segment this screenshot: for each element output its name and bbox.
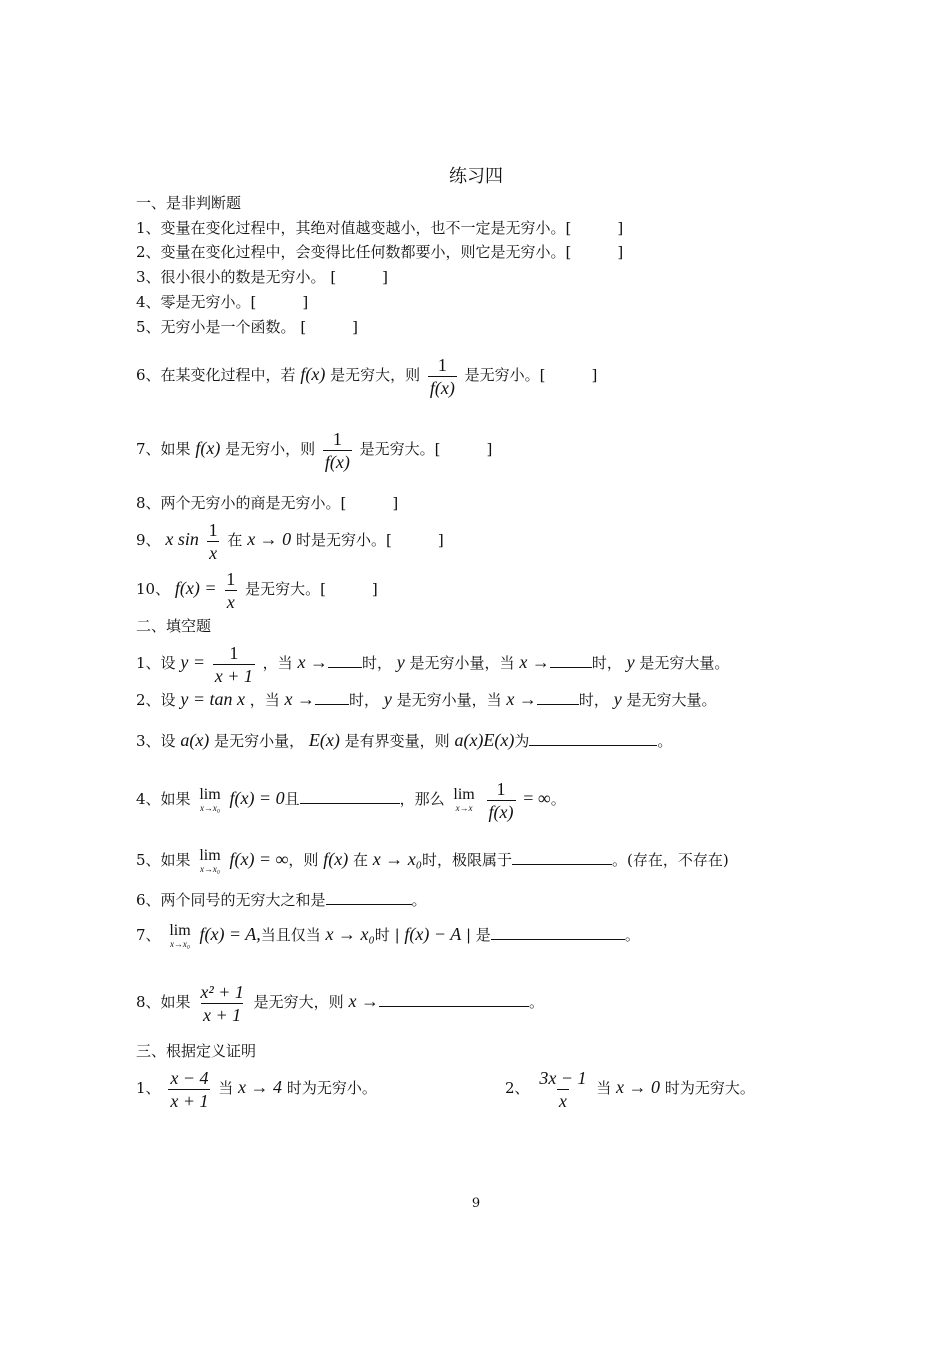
math-xsin: x sin <box>165 529 199 549</box>
question-text: 是无穷大量。 <box>626 691 717 709</box>
question-text: 时为无穷小。 <box>286 1079 377 1097</box>
fill-question-7 <box>136 920 640 949</box>
math-fx-eq-A: f(x) = A, <box>199 924 261 944</box>
answer-blank[interactable] <box>315 690 349 705</box>
page-title: 练习四 <box>449 166 503 187</box>
answer-bracket-close: ] <box>392 494 399 512</box>
judge-question-1 <box>136 218 623 238</box>
question-text: 是无穷小量，当 <box>409 654 515 672</box>
question-text: 是无穷小量， <box>214 732 305 750</box>
fill-question-3 <box>136 728 672 753</box>
answer-blank[interactable] <box>300 789 400 804</box>
question-text: 在 <box>352 851 368 869</box>
question-text: 时， <box>578 691 609 709</box>
math-x-to-x0: x → x₀ <box>325 924 375 944</box>
answer-blank[interactable] <box>379 992 529 1007</box>
question-text: 。 <box>624 926 640 944</box>
question-text: ，当 <box>262 654 293 672</box>
proof-question-2 <box>505 1064 755 1111</box>
fill-question-4 <box>136 775 566 822</box>
fill-question-2 <box>136 687 717 712</box>
answer-blank[interactable] <box>529 731 657 746</box>
question-text: 为 <box>514 732 530 750</box>
math-y-tan: y = tan x <box>180 689 245 709</box>
question-text: 是无穷小，则 <box>225 440 316 458</box>
judge-question-10 <box>136 566 378 612</box>
question-text: ，那么 <box>399 790 445 808</box>
question-text: 。 <box>550 790 566 808</box>
answer-bracket-close: ] <box>617 243 624 261</box>
answer-blank[interactable] <box>328 653 362 668</box>
limit-x-to-x0: lim x→x₀ <box>199 847 221 874</box>
math-eq-inf: = ∞ <box>523 788 551 808</box>
math-x-to-x0: x → x₀ <box>372 849 423 869</box>
question-text: 时， <box>349 691 380 709</box>
fill-question-5 <box>136 846 729 874</box>
limit-x-to-x0: lim x→x₀ <box>169 922 191 949</box>
question-text: 4、如果 <box>136 790 191 808</box>
question-text: 。 <box>657 732 673 750</box>
answer-bracket-close: ] <box>352 318 359 336</box>
question-text: 且 <box>284 790 300 808</box>
section-3-heading: 三、根据定义证明 <box>136 1042 257 1060</box>
question-text: 5、无穷小是一个函数。 [ <box>136 318 307 336</box>
math-fx-minus-A: f(x) − A <box>404 924 462 944</box>
math-x-to-4: x → 4 <box>238 1077 283 1097</box>
math-x-to: x → <box>506 689 537 709</box>
question-text: 3、很小很小的数是无穷小。 [ <box>136 268 337 286</box>
question-text: 1、 <box>136 1079 161 1097</box>
question-text: 2、变量在变化过程中，会变得比任何数都要小，则它是无穷小。[ <box>136 243 572 261</box>
answer-blank[interactable] <box>491 925 625 940</box>
question-text: 时 | <box>374 926 400 944</box>
section-1-heading: 一、是非判断题 <box>136 194 242 212</box>
fraction-xminus4-over-xplus1: $\frac{x - 4}{x + 1}$ <box>170 1067 209 1111</box>
question-text: 。 <box>528 993 544 1011</box>
fraction-1-over-fx: $\frac{1}{f(x)}$ <box>429 354 455 398</box>
question-text: 7、如果 <box>136 440 191 458</box>
answer-blank[interactable] <box>537 690 579 705</box>
fill-question-8 <box>136 978 544 1025</box>
question-text: 当且仅当 <box>260 926 321 944</box>
limit-x-to-x0: lim x→x₀ <box>199 786 221 813</box>
answer-blank[interactable] <box>326 890 412 905</box>
question-text: 2、 <box>505 1079 530 1097</box>
question-text: 是有界变量，则 <box>344 732 450 750</box>
judge-question-9 <box>136 517 444 563</box>
question-text: | 是 <box>465 926 491 944</box>
question-text: 是无穷大，则 <box>253 993 344 1011</box>
math-axEx: a(x)E(x) <box>454 730 515 750</box>
question-text: 5、如果 <box>136 851 191 869</box>
judge-question-7 <box>136 426 492 472</box>
question-text: 6、两个同号的无穷大之和是 <box>136 891 326 909</box>
answer-bracket-close: ] <box>591 366 598 384</box>
math-fx-eq: f(x) = <box>174 578 217 598</box>
math-y: y <box>396 652 405 672</box>
question-text: 7、 <box>136 926 161 944</box>
question-text: 9、 <box>136 531 161 549</box>
answer-blank[interactable] <box>550 653 592 668</box>
math-fx: f(x) <box>323 849 349 869</box>
math-x-to: x → <box>297 652 328 672</box>
question-text: 1、设 <box>136 654 176 672</box>
question-text: 。(存在，不存在) <box>612 851 729 869</box>
judge-question-6 <box>136 352 597 398</box>
judge-question-3 <box>136 267 388 287</box>
answer-bracket-close: ] <box>617 219 624 237</box>
question-text: 6、在某变化过程中，若 <box>136 366 296 384</box>
answer-bracket-close: ] <box>382 268 389 286</box>
math-fx: f(x) <box>195 438 221 458</box>
math-x-to: x → <box>519 652 550 672</box>
fraction-x2plus1-over-xplus1: $\frac{\text{x² + 1}}{x + 1}$ <box>200 981 244 1025</box>
judge-question-5 <box>136 317 358 337</box>
fraction-1-over-fx: $\frac{1}{f(x)}$ <box>488 778 514 822</box>
question-text: 。 <box>411 891 427 909</box>
fill-question-1 <box>136 640 729 686</box>
question-text: 时，极限属于 <box>422 851 513 869</box>
question-text: ，当 <box>249 691 280 709</box>
math-x-to: x → <box>284 689 316 709</box>
fraction-1-over-fx: $\frac{1}{f(x)}$ <box>324 428 350 472</box>
limit-x-to-x: lim x→x <box>453 786 475 813</box>
question-text: 是无穷小量，当 <box>396 691 502 709</box>
section-2-heading: 二、填空题 <box>136 617 212 635</box>
question-text: 在 <box>227 531 243 549</box>
answer-bracket-close: ] <box>371 580 378 598</box>
question-text: 8、如果 <box>136 993 191 1011</box>
proof-question-1 <box>136 1064 377 1111</box>
math-y-eq: y = <box>180 652 205 672</box>
question-text: 当 <box>596 1079 612 1097</box>
question-text: 是无穷小。[ <box>464 366 546 384</box>
fraction-1-over-x: $\frac{1}{x}$ <box>226 568 236 612</box>
question-text: 时， <box>591 654 622 672</box>
question-text: 时是无穷小。[ <box>295 531 392 549</box>
math-Ex: E(x) <box>308 730 340 750</box>
question-text: 是无穷大。[ <box>359 440 441 458</box>
math-fx-eq-0: f(x) = 0 <box>229 788 285 808</box>
fraction-1-over-x: $\frac{1}{x}$ <box>208 519 218 563</box>
math-x-to-0: x → 0 <box>616 1077 661 1097</box>
question-text: 3、设 <box>136 732 176 750</box>
question-text: 是无穷大，则 <box>330 366 421 384</box>
answer-bracket-close: ] <box>302 293 309 311</box>
math-x-to-0: x → 0 <box>247 529 292 549</box>
answer-bracket-close: ] <box>437 531 444 549</box>
judge-question-8 <box>136 493 398 513</box>
math-y: y <box>613 689 622 709</box>
math-y: y <box>626 652 635 672</box>
question-text: 是无穷大。[ <box>245 580 326 598</box>
fraction-3xminus1-over-x: $\frac{3x - 1}{x}$ <box>539 1067 587 1111</box>
question-text: 4、零是无穷小。[ <box>136 293 257 311</box>
fraction-1-over-xplus1: $\frac{1}{x + 1}$ <box>214 642 253 686</box>
question-text: 时， <box>361 654 392 672</box>
question-text: 10、 <box>136 580 171 598</box>
question-text: 8、两个无穷小的商是无穷小。[ <box>136 494 347 512</box>
answer-blank[interactable] <box>512 850 612 865</box>
question-text: 是无穷大量。 <box>639 654 730 672</box>
math-fx-eq-inf: f(x) = ∞ <box>229 849 289 869</box>
question-text: 当 <box>218 1079 234 1097</box>
question-text: ，则 <box>288 851 319 869</box>
math-ax: a(x) <box>180 730 210 750</box>
math-x-to: x → <box>348 991 379 1011</box>
answer-bracket-close: ] <box>486 440 493 458</box>
math-fx: f(x) <box>300 364 326 384</box>
question-text: 时为无穷大。 <box>664 1079 755 1097</box>
fill-question-6 <box>136 890 427 910</box>
judge-question-4 <box>136 292 308 312</box>
question-text: 1、变量在变化过程中，其绝对值越变越小，也不一定是无穷小。[ <box>136 219 572 237</box>
math-y: y <box>383 689 392 709</box>
judge-question-2 <box>136 242 623 262</box>
page-number: 9 <box>471 1196 481 1211</box>
question-text: 2、设 <box>136 691 176 709</box>
